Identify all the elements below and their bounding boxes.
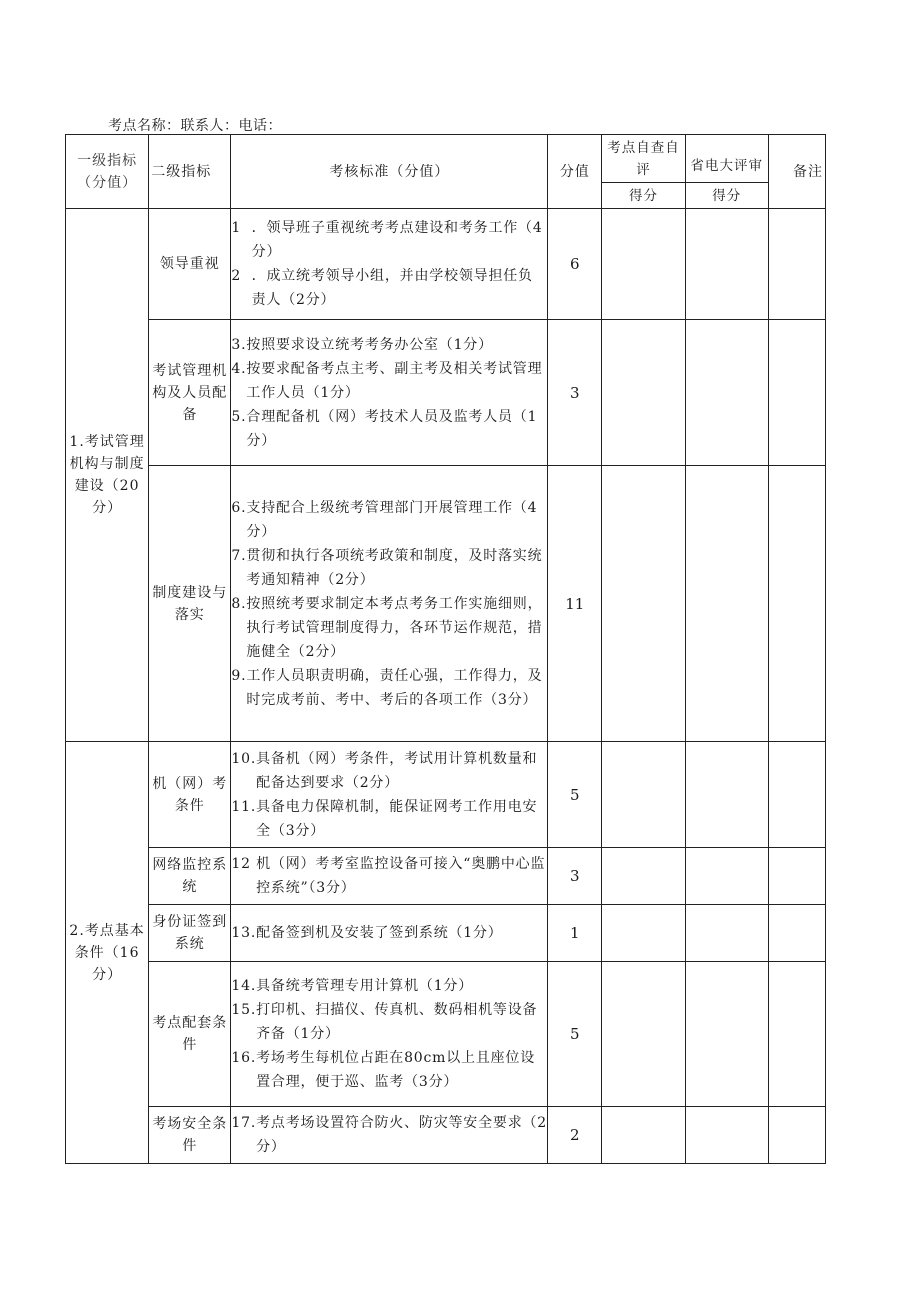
table-row xyxy=(66,905,826,962)
self-eval-score-cell[interactable] xyxy=(602,1107,685,1164)
level2-indicator: 领导重视 xyxy=(149,209,231,320)
table-row xyxy=(66,209,826,320)
province-score-cell[interactable] xyxy=(685,962,768,1107)
province-score-cell[interactable] xyxy=(685,320,768,466)
criteria-item: 10. 具备机（网）考条件，考试用计算机数量和配备达到要求（2分） xyxy=(231,750,538,791)
criteria-item: 15. 打印机、扫描仪、传真机、数码相机等设备齐备（1分） xyxy=(231,1002,538,1042)
score-value: 2 xyxy=(548,1107,602,1164)
header-level2: 二级指标 xyxy=(149,135,231,209)
criteria-item: 7. 贯彻和执行各项统考政策和制度，及时落实统考通知精神（2分） xyxy=(231,547,543,588)
criteria-item: 11. 具备电力保障机制，能保证网考工作用电安全（3分） xyxy=(231,798,538,839)
remarks-cell[interactable] xyxy=(768,466,825,742)
criteria-item: 13. 配备签到机及安装了签到系统（1分） xyxy=(231,925,503,941)
table-row xyxy=(66,1107,826,1164)
criteria-item: 12 机（网）考考室监控设备可接入“奥鹏中心监控系统”（3分） xyxy=(231,856,546,896)
province-score-cell[interactable] xyxy=(685,466,768,742)
self-eval-score-cell[interactable] xyxy=(602,209,685,320)
criteria-cell xyxy=(231,1107,548,1164)
criteria-cell xyxy=(231,848,548,905)
criteria-cell xyxy=(231,209,548,320)
score-value: 1 xyxy=(548,905,602,962)
criteria-cell xyxy=(231,466,548,742)
criteria-item: 5. 合理配备机（网）考技术人员及监考人员（1分） xyxy=(231,408,538,449)
self-eval-score-cell[interactable] xyxy=(602,466,685,742)
header-level1 xyxy=(66,135,149,209)
criteria-cell xyxy=(231,742,548,848)
remarks-cell[interactable] xyxy=(768,1107,825,1164)
criteria-cell xyxy=(231,962,548,1107)
criteria-item: 16. 考场考生每机位占距在80cm以上且座位设置合理，便于巡、监考（3分） xyxy=(231,1050,536,1090)
criteria-item: 2 ．成立统考领导小组，并由学校领导担任负责人（2分） xyxy=(231,268,533,308)
header-province-review: 省电大评审 xyxy=(685,135,768,183)
header-level1-line2: （分值） xyxy=(77,174,138,191)
criteria-item: 9. 工作人员职责明确，责任心强，工作得力，及时完成考前、考中、考后的各项工作（3分） xyxy=(231,667,543,708)
level2-indicator: 身份证签到系统 xyxy=(149,905,231,962)
level1-indicator: 2.考点基本条件（16分） xyxy=(66,742,149,1164)
table-row xyxy=(66,742,826,848)
remarks-cell[interactable] xyxy=(768,905,825,962)
criteria-cell xyxy=(231,905,548,962)
province-score-cell[interactable] xyxy=(685,1107,768,1164)
level2-indicator: 考场安全条件 xyxy=(149,1107,231,1164)
province-score-cell[interactable] xyxy=(685,742,768,848)
criteria-item: 14. 具备统考管理专用计算机（1分） xyxy=(231,978,473,994)
table-row xyxy=(66,320,826,466)
criteria-item: 17. 考点考场设置符合防火、防灾等安全要求（2分） xyxy=(231,1115,547,1155)
self-eval-score-cell[interactable] xyxy=(602,848,685,905)
header-self-eval: 考点自查自评 xyxy=(602,135,685,183)
remarks-cell[interactable] xyxy=(768,209,825,320)
self-eval-score-cell[interactable] xyxy=(602,962,685,1107)
criteria-item: 6. 支持配合上级统考管理部门开展管理工作（4分） xyxy=(231,499,538,540)
score-value: 6 xyxy=(548,209,602,320)
province-score-cell[interactable] xyxy=(685,209,768,320)
remarks-cell[interactable] xyxy=(768,742,825,848)
header-province-score: 得分 xyxy=(685,183,768,209)
criteria-item: 4. 按要求配备考点主考、副主考及相关考试管理工作人员（1分） xyxy=(231,360,543,401)
self-eval-score-cell[interactable] xyxy=(602,742,685,848)
table-header-row xyxy=(66,135,826,183)
level2-indicator: 考试管理机构及人员配备 xyxy=(149,320,231,466)
criteria-item: 8. 按照统考要求制定本考点考务工作实施细则，执行考试管理制度得力，各环节运作规范，措施健全（2分） xyxy=(231,595,543,660)
score-value: 3 xyxy=(548,320,602,466)
level2-indicator: 考点配套条件 xyxy=(149,962,231,1107)
province-score-cell[interactable] xyxy=(685,848,768,905)
table-row xyxy=(66,962,826,1107)
level1-indicator: 1.考试管理机构与制度建设（20分） xyxy=(66,209,149,742)
level2-indicator: 网络监控系统 xyxy=(149,848,231,905)
remarks-cell[interactable] xyxy=(768,962,825,1107)
province-score-cell[interactable] xyxy=(685,905,768,962)
score-value: 3 xyxy=(548,848,602,905)
remarks-cell[interactable] xyxy=(768,848,825,905)
level2-indicator: 制度建设与落实 xyxy=(149,466,231,742)
criteria-cell xyxy=(231,320,548,466)
header-self-eval-score: 得分 xyxy=(602,183,685,209)
exam-site-info-line: 考点名称：联系人：电话： xyxy=(108,118,282,134)
self-eval-score-cell[interactable] xyxy=(602,320,685,466)
score-value: 5 xyxy=(548,962,602,1107)
header-remarks: 备注 xyxy=(768,135,825,209)
header-criteria: 考核标准（分值） xyxy=(231,135,548,209)
score-value: 5 xyxy=(548,742,602,848)
criteria-item: 1 ．领导班子重视统考考点建设和考务工作（4分） xyxy=(231,220,543,260)
score-value: 11 xyxy=(548,466,602,742)
header-level1-line1: 一级指标 xyxy=(77,152,138,169)
criteria-item: 3. 按照要求设立统考考务办公室（1分） xyxy=(231,336,493,353)
header-score: 分值 xyxy=(548,135,602,209)
level2-indicator: 机（网）考条件 xyxy=(149,742,231,848)
table-row xyxy=(66,466,826,742)
table-row xyxy=(66,848,826,905)
self-eval-score-cell[interactable] xyxy=(602,905,685,962)
remarks-cell[interactable] xyxy=(768,320,825,466)
evaluation-table xyxy=(65,134,826,1164)
